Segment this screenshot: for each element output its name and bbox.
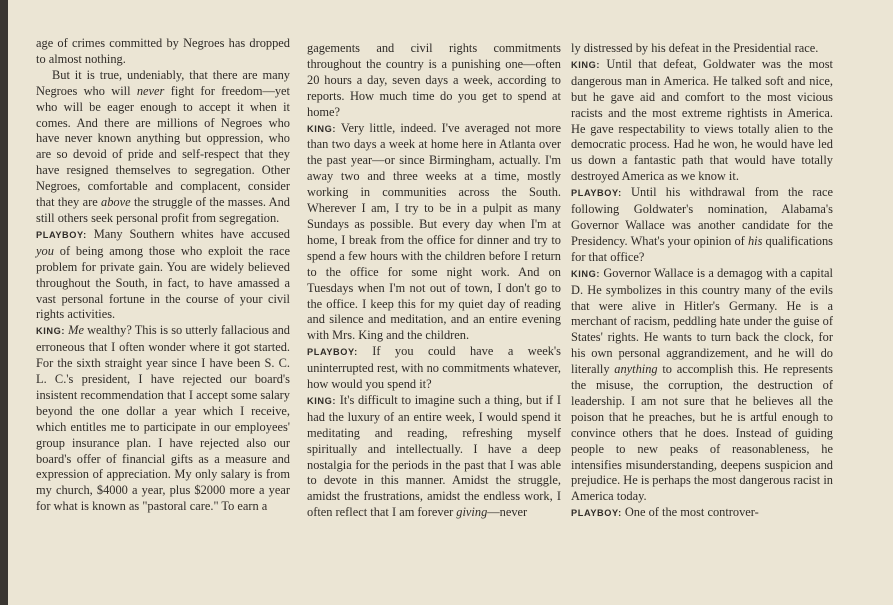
text-column-2 (307, 41, 561, 521)
paragraph (571, 266, 833, 506)
speaker-label: KING: (571, 59, 601, 70)
body-text: of being among those who exploit the race problem for private gain. You are widely believed throughout the South, in fact, to have amassed a vast personal fortune in the course of your civil rights activities. (36, 243, 290, 322)
speaker-label: PLAYBOY: (307, 347, 358, 358)
text-column-3 (571, 41, 833, 522)
paragraph (571, 41, 833, 57)
emphasis-text: never (136, 83, 165, 98)
paragraph (36, 227, 290, 323)
body-text: But it is true, undeniably, that there are many Negroes who will (36, 67, 290, 98)
body-text: It's difficult to imagine such a thing, but if I had the luxury of an entire week, I would spend it meditating and reading, refreshing myself spiritually and intellectually. I have a deep nostalgia for the periods in the past that I was able to devote in this manner. Amidst the struggle, amidst the frustrations, amidst the endless work, I often reflect that I am forever (307, 392, 561, 520)
speaker-label: KING: (36, 326, 66, 337)
body-text: the struggle of the masses. And still others seek personal profit from segregation. (36, 195, 290, 225)
emphasis-text: giving (456, 505, 488, 520)
body-text: If you could have a week's uninterrupted rest, with no commitments whatever, how would you spend it? (307, 344, 561, 392)
body-text: qualifications for that office? (571, 233, 833, 264)
body-text: to accomplish this. He represents the misuse, the corruption, the destruction of leadership. I am not sure that he believes all the poison that he preaches, but he is artful enough to convince others that he does. Instead of guiding people to new peaks of reasonableness, he intensifies misunderstanding, deepens suspicion and prejudice. He is perhaps the most dangerous racist in America today. (571, 362, 833, 504)
speaker-label: PLAYBOY: (571, 188, 622, 199)
paragraph (307, 121, 561, 345)
paragraph (571, 57, 833, 185)
body-text: age of crimes committed by Negroes has dropped to almost nothing. (36, 36, 290, 66)
page-binding-edge (0, 0, 8, 605)
body-text: Governor Wallace is a demagog with a capital D. He symbolizes in this country many of the evils that were alive in Hitler's Germany. He is a merchant of racism, peddling hate under the guise of States' rights. He wants to turn back the clock, for his own personal aggrandizement, and he will do literally (571, 265, 833, 377)
paragraph (307, 344, 561, 393)
emphasis-text: his (747, 233, 763, 248)
speaker-label: KING: (307, 395, 337, 406)
body-text: ly distressed by his defeat in the Presidential race. (571, 41, 819, 55)
body-text: Very little, indeed. I've averaged not more than two days a week at home here in Atlanta over the past year—or since Birmingham, actually. I'm away two and three weeks at a time, mostly working in communities across the South. Wherever I am, I try to be in a pulpit as many Sundays as possible. But every day when I'm at home, I break from the office for dinner and try to spend a few hours with the children before I return to the office for some night work. And on Tuesdays when I'm not out of town, I don't go to the office. I keep this for my quiet day of reading and silence and meditation, and an entire evening with Mrs. King and the children. (307, 120, 561, 343)
speaker-label: KING: (307, 123, 337, 134)
emphasis-text: above (101, 195, 131, 210)
speaker-label: PLAYBOY: (571, 508, 622, 519)
paragraph (36, 36, 290, 68)
body-text: fight for freedom—yet who will be eager enough to accept it when it comes. And there are millions of Negroes who have never known anything but oppression, who are so devoid of pride and self-respect that they have resigned themselves to segregation. Other Negroes, comfortable and complacent, consider that they are (36, 83, 290, 210)
body-text: Many Southern whites have accused (93, 226, 290, 241)
text-column-1 (36, 36, 290, 515)
body-text: —never (487, 505, 528, 520)
body-text: wealthy? This is so utterly fallacious and erroneous that I often wonder where it got started. For the sixth straight year since I have been S. C. L. C.'s president, I have rejected our board's insistent recommendation that I accept some salary beyond the one dollar a year which I receive, which entitles me to participate in our employees' group insurance plan. I have rejected also our board's offer of financial gifts as a measure and expression of appreciation. My only salary is from my church, $4000 a year, plus $2000 more a year for what is known as "pastoral care." To earn a (36, 323, 290, 514)
body-text: Until his withdrawal from the race following Goldwater's nomination, Alabama's Governor Wallace was another candidate for the Presidency. What's your opinion of (571, 185, 833, 248)
emphasis-text: anything (614, 362, 658, 377)
paragraph (307, 393, 561, 521)
speaker-label: PLAYBOY: (36, 229, 87, 240)
speaker-label: KING: (571, 268, 601, 279)
emphasis-text: you (36, 243, 54, 258)
paragraph (36, 68, 290, 227)
emphasis-text: Me (68, 323, 84, 338)
body-text: Until that defeat, Goldwater was the most dangerous man in America. He talked soft and nice, but he gave aid and comfort to the most vicious racists and the most extreme rightists in America. He gave respectability to views totally alien to the democratic process. Had he won, he would have led us down a fantastic path that would have totally destroyed America as we know it. (571, 56, 833, 184)
paragraph (307, 41, 561, 121)
body-text: gagements and civil rights commitments throughout the country is a punishing one—often 20 hours a day, seven days a week, according to reports. How much time do you get to spend at home? (307, 41, 561, 119)
body-text: One of the most controver- (624, 505, 759, 520)
paragraph (571, 185, 833, 266)
paragraph (571, 505, 833, 522)
paragraph (36, 323, 290, 515)
